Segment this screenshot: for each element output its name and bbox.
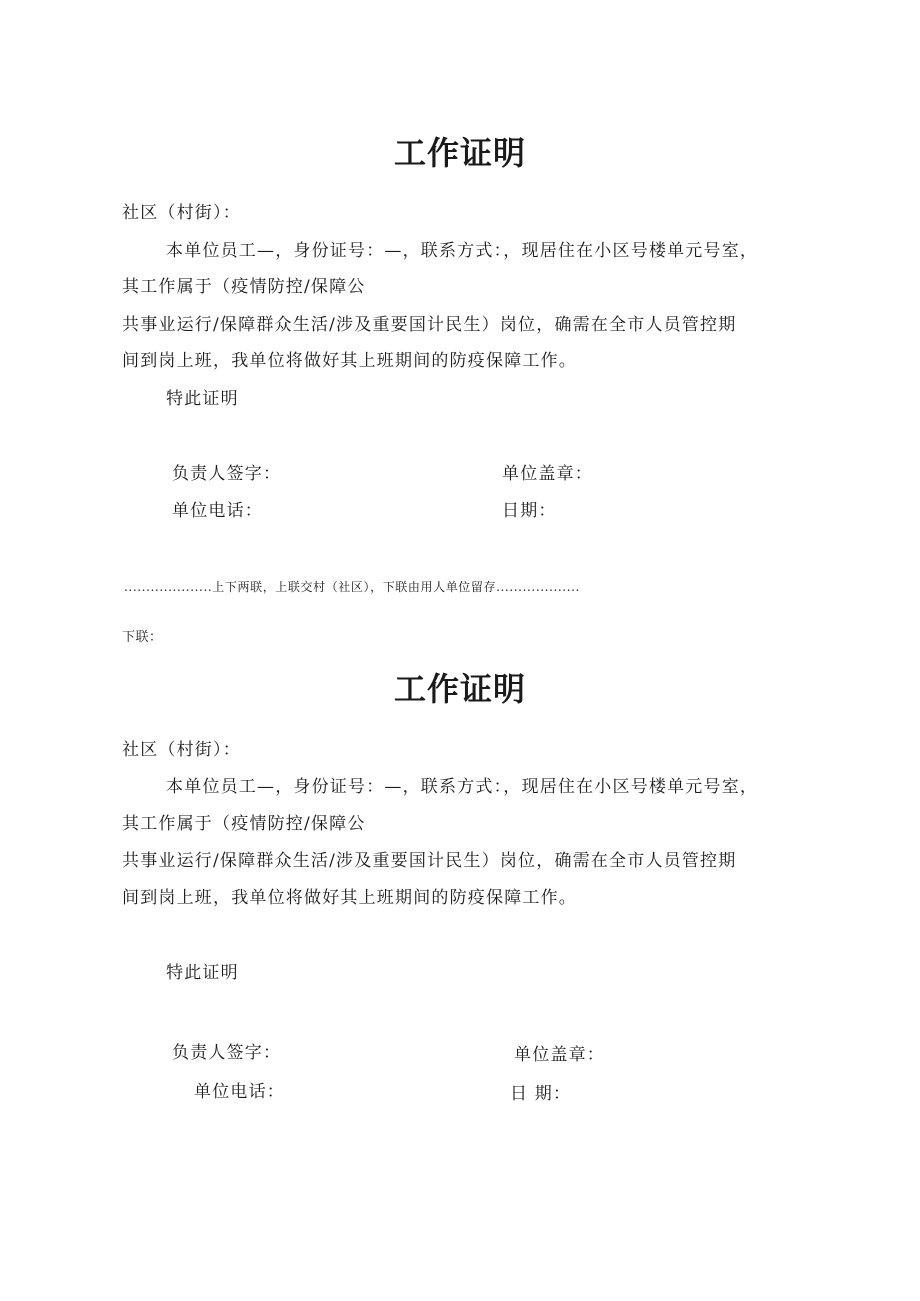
upper-body-line2: 其工作属于（疫情防控/保障公 xyxy=(122,277,366,297)
lower-signature-label: 负责人签字： xyxy=(172,1043,282,1063)
upper-seal-label: 单位盖章： xyxy=(502,464,593,484)
lower-phone-label: 单位电话： xyxy=(194,1082,285,1102)
upper-date-label: 日期： xyxy=(502,501,557,521)
lower-salutation: 社区（村街）： xyxy=(122,740,241,760)
lower-section-label: 下联： xyxy=(122,630,163,645)
lower-certify: 特此证明 xyxy=(166,963,239,983)
upper-body-line3: 共事业运行/保障群众生活/涉及重要国计民生）岗位，确需在全市人员管控期 xyxy=(122,315,737,335)
upper-body-line1: 本单位员工—，身份证号：—，联系方式：，现居住在小区号楼单元号室， xyxy=(166,241,759,261)
tear-off-divider: ....................上下两联，上联交村（社区），下联由用人单位留存................... xyxy=(124,580,580,594)
lower-body-line2: 其工作属于（疫情防控/保障公 xyxy=(122,814,366,834)
upper-signature-label: 负责人签字： xyxy=(172,464,282,484)
lower-body-line4: 间到岗上班，我单位将做好其上班期间的防疫保障工作。 xyxy=(122,888,577,908)
upper-phone-label: 单位电话： xyxy=(172,501,263,521)
lower-body-line3: 共事业运行/保障群众生活/涉及重要国计民生）岗位，确需在全市人员管控期 xyxy=(122,851,737,871)
lower-body-line1: 本单位员工—，身份证号：—，联系方式：，现居住在小区号楼单元号室， xyxy=(166,777,759,797)
upper-salutation: 社区（村街）： xyxy=(122,203,241,223)
upper-certify: 特此证明 xyxy=(166,389,239,409)
lower-date-label: 日 期： xyxy=(510,1084,572,1104)
lower-seal-label: 单位盖章： xyxy=(514,1045,605,1065)
upper-body-line4: 间到岗上班，我单位将做好其上班期间的防疫保障工作。 xyxy=(122,351,577,371)
lower-title: 工作证明 xyxy=(393,670,526,708)
upper-title: 工作证明 xyxy=(393,134,526,172)
